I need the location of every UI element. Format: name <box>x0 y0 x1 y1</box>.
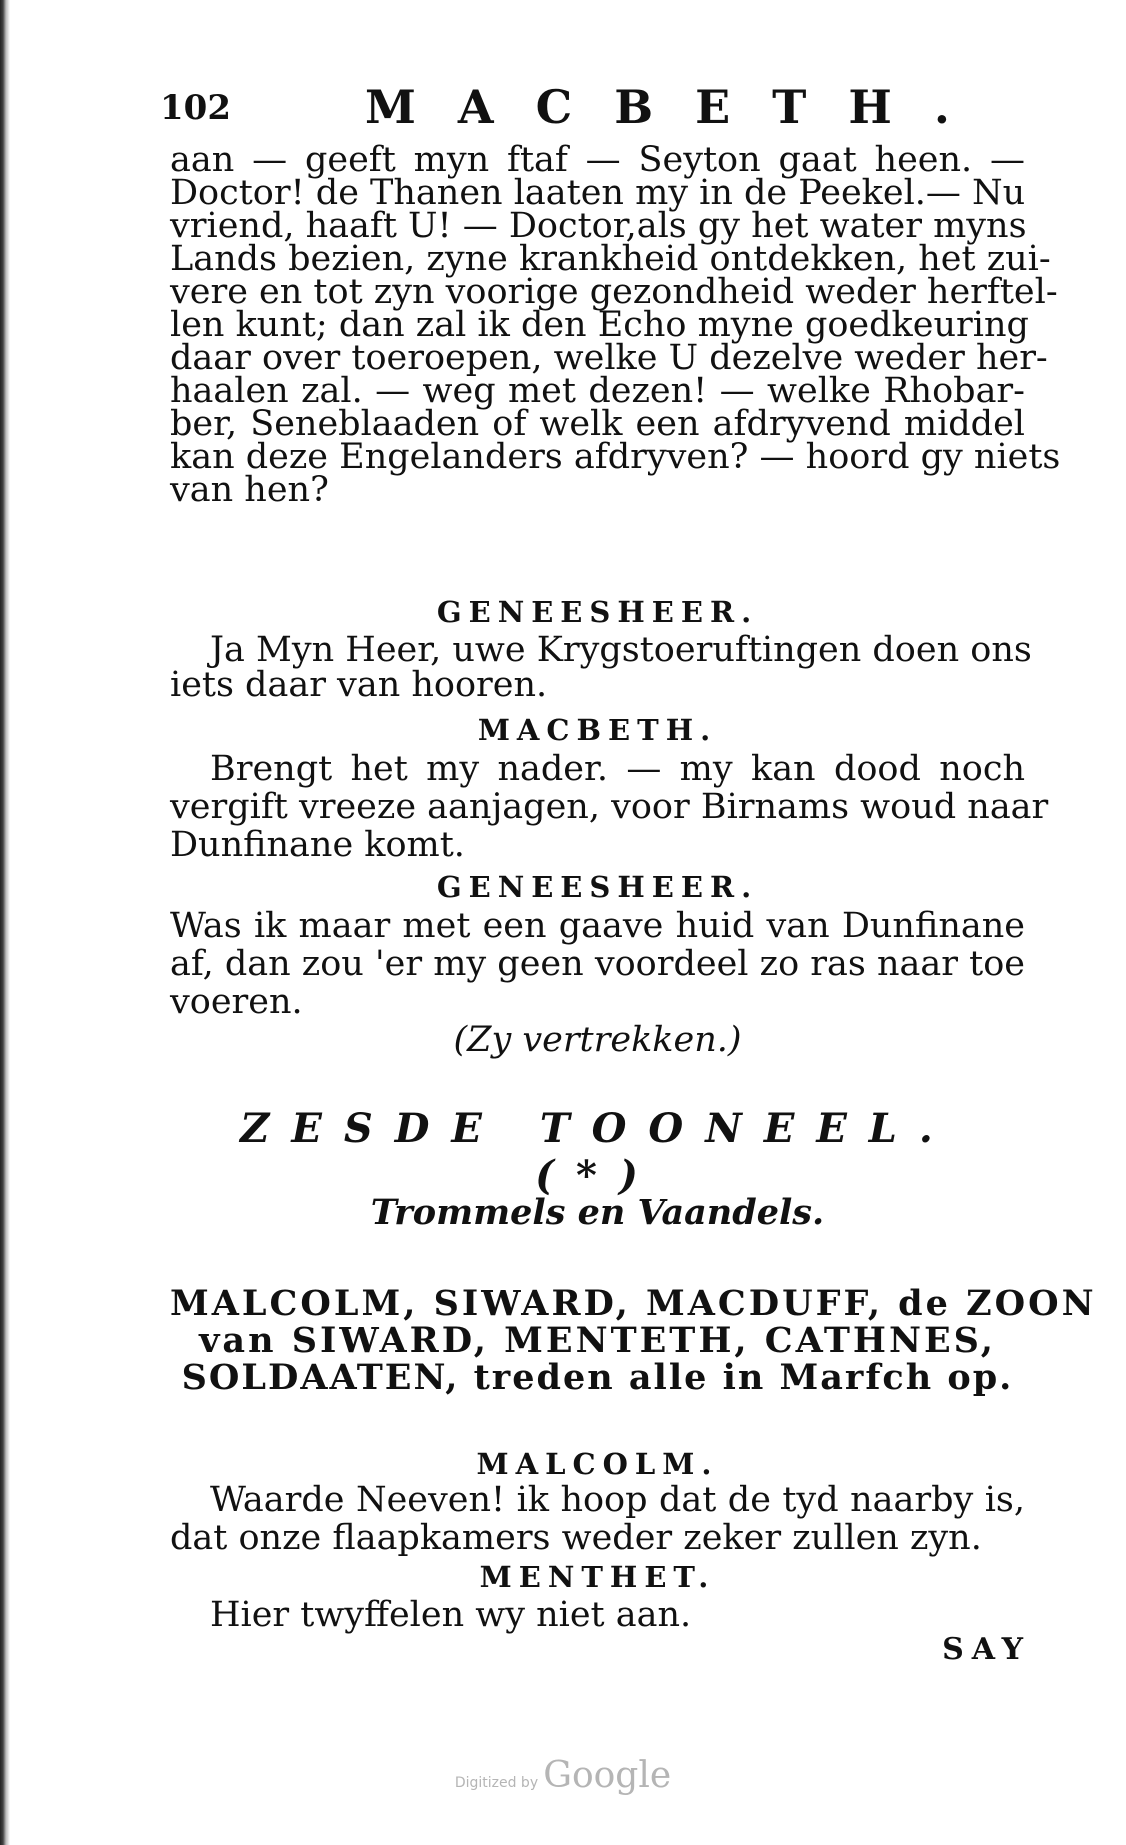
page-edge <box>0 0 10 1845</box>
text-line: vriend, haaft U! — Doctor,als gy het water myns <box>170 206 1027 246</box>
text-line: voeren. <box>170 982 303 1022</box>
text-line: Doctor! de Thanen laaten my in de Peekel.— Nu <box>170 173 1026 213</box>
digitized-label: Digitized by <box>454 1775 539 1791</box>
text-line: Brengt het my nader. — my kan dood noch <box>210 749 1025 789</box>
text-line: Dunfinane komt. <box>170 825 465 865</box>
google-logo: Google <box>543 1755 672 1796</box>
text-line: af, dan zou 'er my geen voordeel zo ras naar toe <box>170 944 1025 984</box>
text-line: iets daar van hooren. <box>170 665 548 705</box>
text-line: van hen? <box>170 470 329 510</box>
speaker-name: MALCOLM. <box>476 1447 719 1481</box>
speaker-name: MACBETH. <box>477 713 718 747</box>
text-line: dat onze flaapkamers weder zeker zullen zyn. <box>170 1518 982 1558</box>
text-line: ber, Seneblaaden of welk een afdryvend middel <box>170 404 1025 444</box>
text-line: aan — geeft myn ftaf — Seyton gaat heen. — <box>170 140 1025 180</box>
digitization-watermark <box>0 1755 1126 1796</box>
text-line: kan deze Engelanders afdryven? — hoord gy niets <box>170 437 1061 477</box>
text-line: haalen zal. — weg met dezen! — welke Rhobar- <box>170 371 1025 411</box>
cast-list-line: van SIWARD, MENTETH, CATHNES, <box>199 1320 996 1361</box>
text-line: daar over toeroepen, welke U dezelve weder her- <box>170 338 1048 378</box>
text-line: Hier twyffelen wy niet aan. <box>210 1595 692 1635</box>
speaker-name: GENEESHEER. <box>436 870 759 904</box>
stage-direction: Trommels en Vaandels. <box>370 1192 825 1233</box>
text-line: len kunt; dan zal ik den Echo myne goedkeuring <box>170 305 1029 345</box>
text-line: Was ik maar met een gaave huid van Dunfinane <box>170 906 1025 946</box>
page-header <box>160 80 1020 140</box>
cast-list-line: MALCOLM, SIWARD, MACDUFF, de ZOON <box>170 1283 1097 1324</box>
text-line: Lands bezien, zyne krankheid ontdekken, het zui- <box>170 239 1051 279</box>
running-title: MACBETH. <box>365 80 992 134</box>
cast-list-line: SOLDAATEN, treden alle in Marfch op. <box>181 1357 1014 1398</box>
speaker-name: MENTHET. <box>479 1560 716 1594</box>
text-line: vergift vreeze aanjagen, voor Birnams woud naar <box>170 787 1049 827</box>
stage-direction: (Zy vertrekken.) <box>453 1020 742 1060</box>
catchword: SAY <box>942 1632 1031 1667</box>
page-number: 102 <box>160 88 231 128</box>
scene-title: ZESDE TOONEEL. (*) <box>240 1105 955 1199</box>
text-line: vere en tot zyn voorige gezondheid weder herftel- <box>170 272 1058 312</box>
text-line: Waarde Neeven! ik hoop dat de tyd naarby is, <box>210 1480 1025 1520</box>
speaker-name: GENEESHEER. <box>436 595 759 629</box>
text-line: Ja Myn Heer, uwe Krygstoeruftingen doen ons <box>210 630 1032 670</box>
